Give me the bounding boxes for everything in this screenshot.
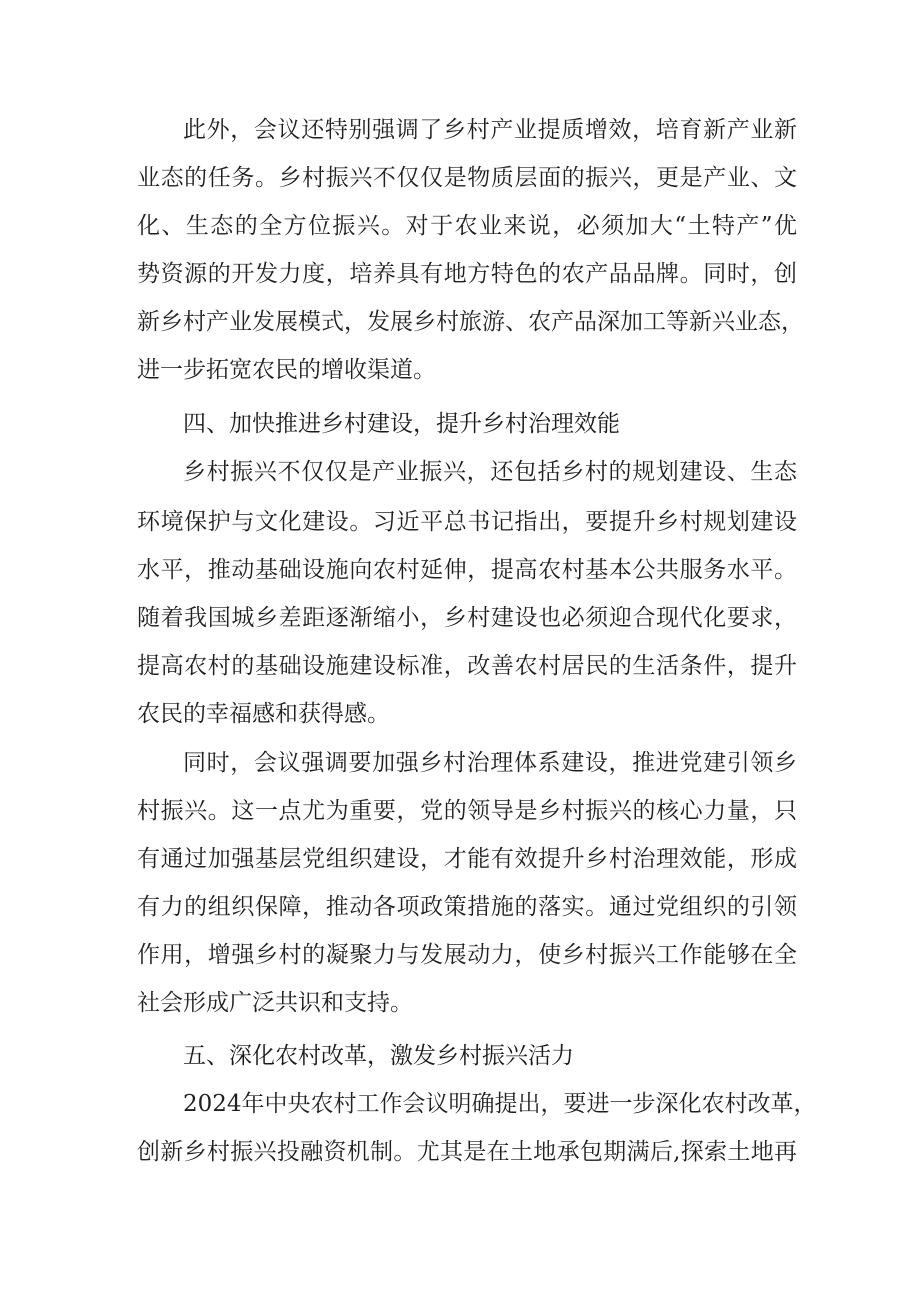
paragraph-line: 社会形成广泛共识和支持。 (137, 990, 413, 1016)
section-heading: 四、加快推进乡村建设，提升乡村治理效能 (183, 411, 620, 437)
section-heading: 五、深化农村改革，激发乡村振兴活力 (183, 1043, 574, 1069)
paragraph-line: 2024年中央农村工作会议明确提出，要进一步深化农村改革， (183, 1091, 817, 1117)
paragraph-line: 进一步拓宽农民的增收渠道。 (137, 357, 436, 383)
paragraph-line: 有通过加强基层党组织建设，才能有效提升乡村治理效能，形成 (137, 846, 797, 872)
paragraph-line: 化、生态的全方位振兴。对于农业来说，必须加大“土特产”优 (137, 213, 797, 239)
paragraph-line: 村振兴。这一点尤为重要，党的领导是乡村振兴的核心力量，只 (137, 798, 797, 824)
paragraph-line: 环境保护与文化建设。习近平总书记指出，要提升乡村规划建设 (137, 509, 797, 535)
paragraph-line: 此外，会议还特别强调了乡村产业提质增效，培育新产业新 (183, 117, 797, 143)
paragraph-line: 随着我国城乡差距逐渐缩小，乡村建设也必须迎合现代化要求， (137, 605, 797, 631)
paragraph-line: 创新乡村振兴投融资机制。尤其是在土地承包期满后,探索土地再 (137, 1139, 797, 1165)
paragraph-line: 势资源的开发力度，培养具有地方特色的农产品品牌。同时，创 (137, 261, 797, 287)
paragraph-line: 农民的幸福感和获得感。 (137, 701, 390, 727)
paragraph-line: 有力的组织保障，推动各项政策措施的落实。通过党组织的引领 (137, 894, 797, 920)
paragraph-line: 作用，增强乡村的凝聚力与发展动力，使乡村振兴工作能够在全 (137, 942, 797, 968)
paragraph-line: 提高农村的基础设施建设标准，改善农村居民的生活条件，提升 (137, 653, 797, 679)
paragraph-line: 同时，会议强调要加强乡村治理体系建设，推进党建引领乡 (183, 750, 797, 776)
paragraph-line: 新乡村产业发展模式，发展乡村旅游、农产品深加工等新兴业态， (137, 309, 804, 335)
paragraph-line: 乡村振兴不仅仅是产业振兴，还包括乡村的规划建设、生态 (183, 459, 797, 485)
paragraph-line: 水平，推动基础设施向农村延伸，提高农村基本公共服务水平。 (137, 557, 797, 583)
paragraph-line: 业态的任务。乡村振兴不仅仅是物质层面的振兴，更是产业、文 (137, 165, 797, 191)
